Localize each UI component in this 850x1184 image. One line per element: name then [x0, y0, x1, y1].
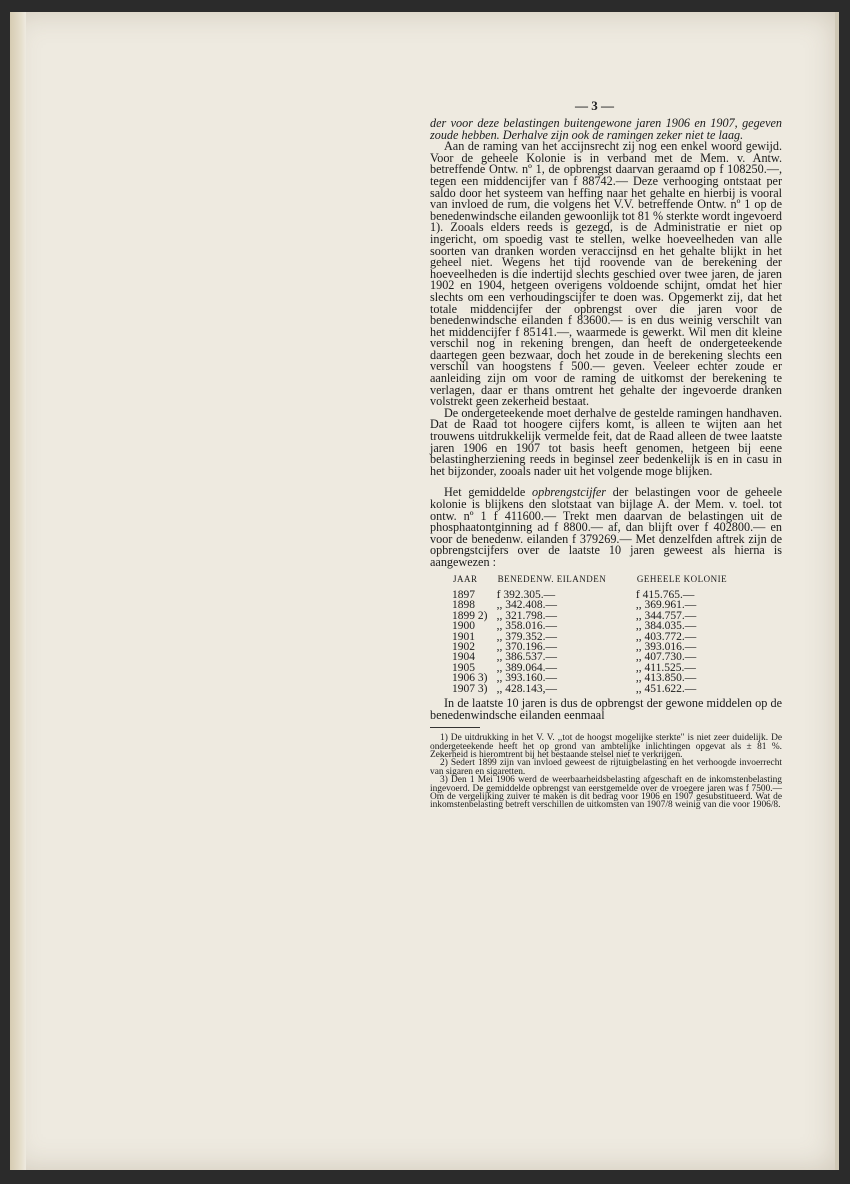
cell-geheele: ,, 403.772.—	[635, 630, 697, 643]
cell-geheele: f 415.765.—	[635, 588, 695, 601]
paragraph-5: In de laatste 10 jaren is dus de opbrengst der gewone middelen op de benedenwindsche eilanden eenmaal	[430, 696, 782, 722]
header-geheele: GEHEELE KOLONIE	[636, 573, 728, 584]
table-header-row	[452, 573, 752, 590]
paragraph-2: Aan de raming van het accijnsrecht zij nog een enkel woord gewijd. Voor de geheele Kolonie is in verband met de Mem. v. Antw. betreffende Ontw. nº 1, de opbrengst daarvan geraamd op f 108250.—, tegen een middencijfer van f 88742.— Deze verhooging ontstaat per saldo door het systeem van heffing naar het gehalte en hierbij is vooral van invloed de rum, die volgens het V.V. betreffende Ontw. nº 1 op de benedenwindsche eilanden gewoonlijk tot 81 % sterkte wordt ingevoerd 1). Zooals elders reeds is gezegd, is de Administratie er niet op ingericht, om spoedig vast te stellen, welke hoeveelheden van alle soorten van dranken worden veraccijnsd en het gehalte blijkt in het geheel niet. Wegens het tijd roovende van de berekening der hoeveelheden is die indertijd slechts geschied over twee jaren, de jaren 1902 en 1904, hetgeen overigens voldoende schijnt, omdat het hier slechts om een verhoudingscijfer te doen was. Opgemerkt zij, dat het totale middencijfer der opbrengst over die jaren voor de benedenwindsche eilanden f 83600.— is en dus weinig verschilt van het middencijfer f 85141.—, waarmede is gewerkt. Wil men dit kleine verschil nog in rekening brengen, dan heeft de ondergeteekende daartegen geen bezwaar, doch het zoude in de berekening slechts een verschil van hoogstens f 500.— geven. Veeleer echter zoude er aanleiding zijn om voor de raming de uitkomst der berekening te verlagen, daar er thans omtrent het gehalte der ingevoerde dranken volstrekt geen zekerheid bestaat.	[430, 139, 782, 409]
cell-jaar: 1906 3)	[452, 672, 488, 685]
revenue-table	[452, 573, 752, 694]
binding-edge	[10, 12, 26, 1170]
cell-geheele: ,, 393.016.—	[635, 641, 697, 653]
cell-geheele: ,, 413.850.—	[635, 672, 697, 685]
cell-geheele: ,, 407.730.—	[635, 651, 697, 664]
cell-jaar: 1902	[452, 641, 475, 653]
cell-benedenw: ,, 393.160.—	[496, 672, 558, 685]
cell-benedenw: ,, 428.143,—	[496, 682, 558, 695]
footnote-2: 2) Sedert 1899 zijn van invloed geweest de rijtuigbelasting en het verhoogde invoerrecht van sigaren en sigaretten.	[430, 758, 782, 777]
page-number: — 3 —	[575, 98, 614, 113]
paragraph-4-emphasis: opbrengstcijfer	[532, 485, 607, 500]
cell-benedenw: ,, 370.196.—	[496, 641, 558, 653]
paragraph-1-text: der voor deze belastingen buitengewone jaren 1906 en 1907, gegeven zoude hebben. Derhalve zijn ook de ramingen zeker niet te laag.	[430, 116, 782, 142]
cell-benedenw: ,, 321.798.—	[496, 609, 558, 622]
page-edge	[835, 12, 839, 1170]
footnotes	[430, 734, 782, 810]
cell-benedenw: ,, 386.537.—	[496, 651, 558, 664]
cell-jaar: 1897	[452, 588, 475, 601]
table-row	[452, 684, 752, 694]
paragraph-4	[430, 487, 782, 568]
cell-jaar: 1901	[452, 630, 475, 643]
cell-jaar: 1904	[452, 651, 475, 664]
cell-geheele: ,, 344.757.—	[635, 609, 697, 622]
cell-jaar: 1898	[452, 599, 475, 612]
cell-benedenw: ,, 342.408.—	[496, 599, 558, 612]
cell-benedenw: ,, 358.016.—	[496, 620, 558, 633]
cell-benedenw: f 392.305.—	[496, 588, 556, 601]
header-benedenw: BENEDENW. EILANDEN	[497, 573, 607, 584]
cell-benedenw: ,, 379.352.—	[496, 630, 558, 643]
paragraph-3: De ondergeteekende moet derhalve de gestelde ramingen handhaven. Dat de Raad tot hoogere cijfers komt, is alleen te wijten aan het trouwens uitdrukkelijk vermelde feit, dat de Raad alleen de twee laatste jaren 1906 en 1907 tot basis heeft genomen, hetgeen bij eene belastingherziening reeds in beginsel zeer bedenkelijk is en in casu in het bijzonder, zooals nader uit het volgende moge blijken.	[430, 405, 782, 478]
footnote-3: 3) Den 1 Mei 1906 werd de weerbaarheidsbelasting afgeschaft en de inkomstenbelasting ingevoerd. De gemiddelde opbrengst van eerstgemelde over de vroegere jaren was f 7500.— Om de vergelijking zuiver te maken is dit bedrag voor 1906 en 1907 gesubstitueerd. Wat de inkomstenbelasting betreft verschillen de uitkomsten van 1907/8 weinig van die voor 1906/8.	[430, 775, 782, 811]
text-column	[430, 118, 782, 810]
cell-geheele: ,, 451.622.—	[635, 682, 697, 695]
header-jaar: JAAR	[453, 573, 478, 584]
paragraph-4-end: der belastingen voor de geheele kolonie is blijkens den slotstaat van bijlage A. der Mem. v. toel. tot ontw. nº 1 f 411600.— Trekt men daarvan de belastingen uit de phosphaatontginning ad f 8800.— af, dan blijft over f 402800.— en voor de benedenw. eilanden f 379269.— Met denzelfden aftrek zijn de opbrengstcijfers over de laatste 10 jaren geweest als hierna is aangewezen :	[430, 485, 783, 569]
cell-geheele: ,, 384.035.—	[635, 620, 697, 633]
cell-jaar: 1907 3)	[452, 682, 488, 695]
paragraph-4-start: Het gemiddelde	[444, 485, 532, 500]
footnote-divider	[430, 727, 480, 728]
footnote-1: 1) De uitdrukking in het V. V. ,,tot de hoogst mogelijke sterkte" is niet zeer duidelijk. De ondergeteekende heeft het op grond van ambtelijke inlichtingen opgevat als ± 81 %. Zekerheid is hieromtrent bij het bestaande stelsel niet te verkrijgen.	[430, 733, 782, 761]
cell-jaar: 1905	[452, 661, 475, 674]
cell-geheele: ,, 369.961.—	[635, 599, 697, 612]
cell-jaar: 1899 2)	[452, 609, 488, 622]
cell-geheele: ,, 411.525.—	[635, 661, 696, 674]
paragraph-1	[430, 118, 782, 141]
cell-jaar: 1900	[452, 620, 475, 633]
cell-benedenw: ,, 389.064.—	[496, 661, 558, 674]
